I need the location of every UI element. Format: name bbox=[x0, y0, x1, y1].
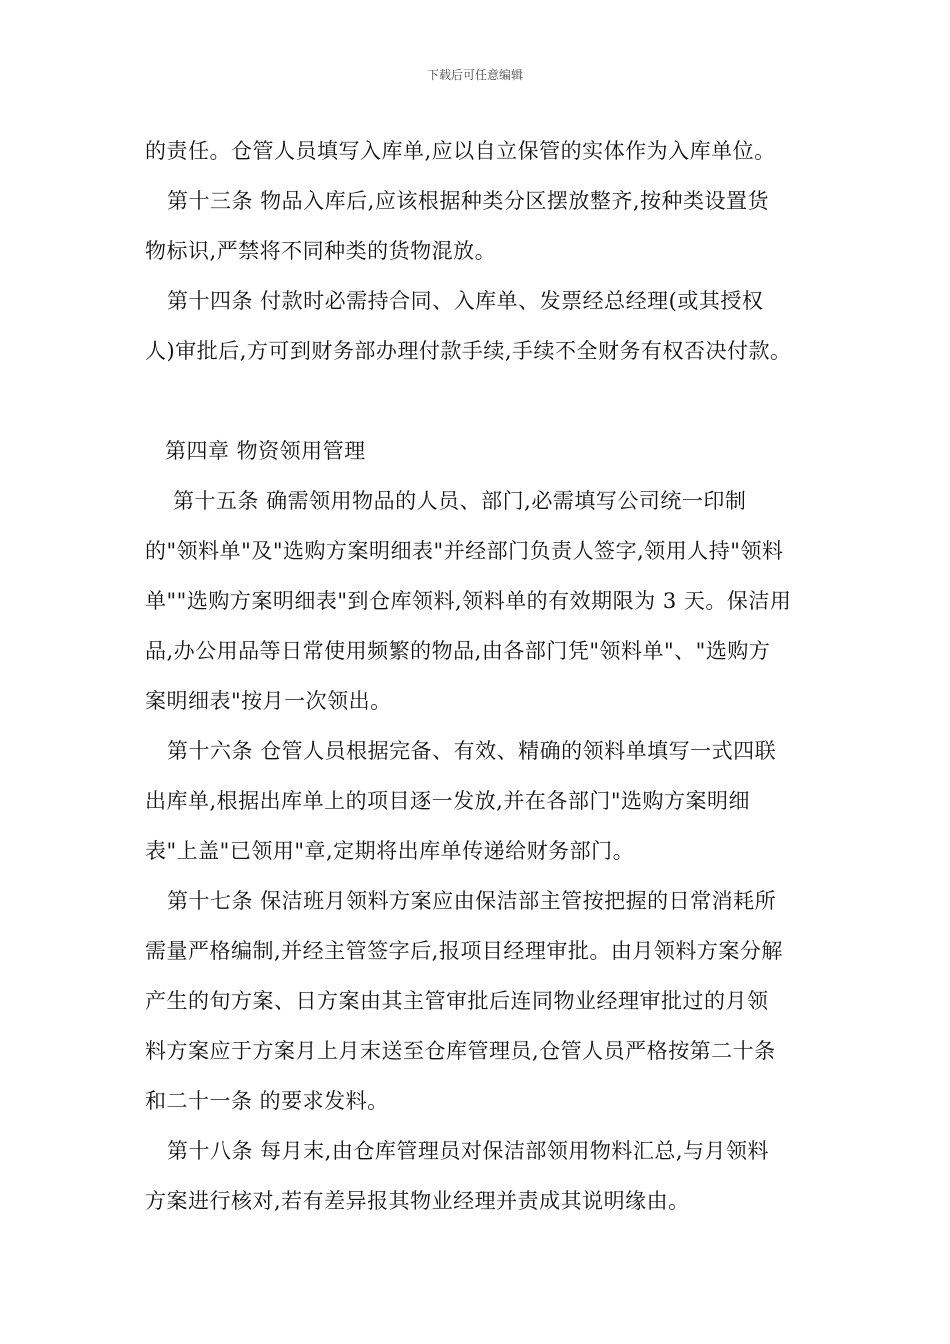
paragraph-line: 需量严格编制,并经主管签字后,报项目经理审批。由月领料方案分解 bbox=[145, 939, 783, 963]
article-18-heading-line: 第十八条 每月末,由仓库管理员对保洁部领用物料汇总,与月领料 bbox=[167, 1139, 770, 1163]
paragraph-line: 品,办公用品等日常使用频繁的物品,由各部门凭"领料单"、"选购方 bbox=[145, 639, 771, 663]
section-spacer bbox=[145, 376, 815, 426]
paragraph-line: 物标识,严禁将不同种类的货物混放。 bbox=[145, 239, 497, 263]
paragraph-line: 料方案应于方案月上月末送至仓库管理员,仓管人员严格按第二十条 bbox=[145, 1039, 776, 1063]
paragraph-line: 人)审批后,方可到财务部办理付款手续,手续不全财务有权否决付款。 bbox=[145, 339, 792, 363]
chapter-4-title: 第四章 物资领用管理 bbox=[165, 439, 366, 463]
paragraph-line: 和二十一条 的要求发料。 bbox=[145, 1089, 389, 1113]
paragraph-line: 方案进行核对,若有差异报其物业经理并责成其说明缘由。 bbox=[145, 1189, 690, 1213]
article-14-heading-line: 第十四条 付款时必需持合同、入库单、发票经总经理(或其授权 bbox=[167, 289, 764, 313]
paragraph-line: 的"领料单"及"选购方案明细表"并经部门负责人签字,领用人持"领料 bbox=[145, 539, 784, 563]
paragraph-line: 产生的旬方案、日方案由其主管审批后连同物业经理审批过的月领 bbox=[145, 989, 769, 1013]
article-16-heading-line: 第十六条 仓管人员根据完备、有效、精确的领料单填写一式四联 bbox=[167, 739, 777, 763]
article-13-heading-line: 第十三条 物品入库后,应该根据种类分区摆放整齐,按种类设置货 bbox=[167, 189, 770, 213]
paragraph-line: 案明细表"按月一次领出。 bbox=[145, 689, 392, 713]
paragraph-line: 表"上盖"已领用"章,定期将出库单传递给财务部门。 bbox=[145, 839, 635, 863]
article-17-heading-line: 第十七条 保洁班月领料方案应由保洁部主管按把握的日常消耗所 bbox=[167, 889, 777, 913]
document-body bbox=[145, 126, 815, 1226]
article-15-heading-line: 第十五条 确需领用物品的人员、部门,必需填写公司统一印制 bbox=[173, 489, 747, 513]
paragraph-line: 出库单,根据出库单上的项目逐一发放,并在各部门"选购方案明细 bbox=[145, 789, 751, 813]
page-header: 下载后可任意编辑 bbox=[426, 68, 523, 82]
paragraph-line: 的责任。仓管人员填写入库单,应以自立保管的实体作为入库单位。 bbox=[145, 139, 776, 163]
paragraph-line: 单""选购方案明细表"到仓库领料,领料单的有效期限为 3 天。保洁用 bbox=[145, 589, 792, 613]
